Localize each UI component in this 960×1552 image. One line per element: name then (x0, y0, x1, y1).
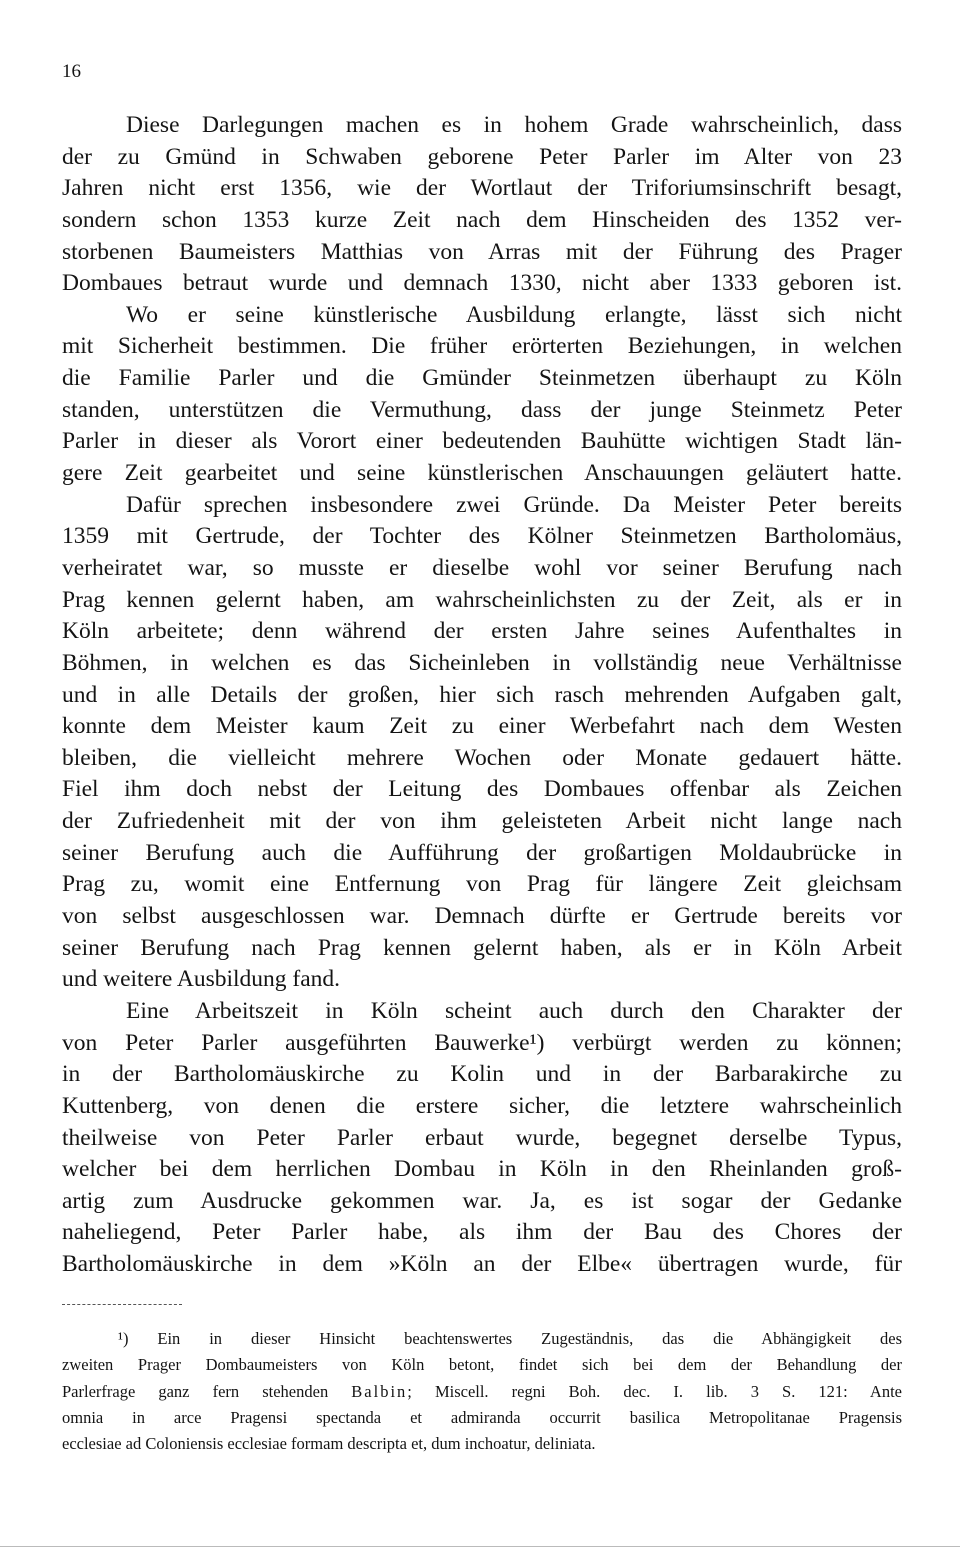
text-line: Parler in dieser als Vorort einer bedeutenden Bauhütte wichtigen Stadt län- (62, 428, 902, 455)
page-number: 16 (62, 61, 81, 82)
text-line: der Zufriedenheit mit der von ihm geleisteten Arbeit nicht lange nach (62, 808, 902, 835)
text-line: Eine Arbeitszeit in Köln scheint auch durch den Charakter der (126, 997, 902, 1024)
text-line: Bartholomäuskirche in dem »Köln an der Elbe« übertragen wurde, für (62, 1251, 902, 1278)
text-line: seiner Berufung auch die Aufführung der großartigen Moldaubrücke in (62, 839, 902, 866)
text-line: Dafür sprechen insbesondere zwei Gründe. Da Meister Peter bereits (126, 491, 902, 518)
footnote (62, 1326, 902, 1457)
text-line: konnte dem Meister kaum Zeit zu einer Werbefahrt nach dem Westen (62, 713, 902, 740)
text-line: von Peter Parler ausgeführten Bauwerke¹) verbürgt werden zu können; (62, 1029, 902, 1056)
text-line: Jahren nicht erst 1356, wie der Wortlaut der Triforiumsinschrift besagt, (62, 175, 902, 202)
text-line: Böhmen, in welchen es das Sicheinleben in vollständig neue Verhältnisse (62, 649, 902, 676)
text-line: sondern schon 1353 kurze Zeit nach dem Hinscheiden des 1352 ver- (62, 206, 902, 233)
text-line: Prag zu, womit eine Entfernung von Prag für längere Zeit gleichsam (62, 871, 902, 898)
text-line: welcher bei dem herrlichen Dombau in Köln in den Rheinlanden groß- (62, 1156, 902, 1183)
scan-edge-line (0, 1546, 960, 1547)
text-line: Prag kennen gelernt haben, am wahrscheinlichsten zu der Zeit, als er in (62, 586, 902, 613)
text-line: mit Sicherheit bestimmen. Die früher erörterten Beziehungen, in welchen (62, 333, 902, 360)
text-line: die Familie Parler und die Gmünder Steinmetzen überhaupt zu Köln (62, 365, 902, 392)
footnote-separator (62, 1304, 182, 1305)
text-line: verheiratet war, so musste er dieselbe wohl vor seiner Berufung nach (62, 554, 902, 581)
footnote-line: ecclesiae ad Coloniensis ecclesiae formam descripta et, dum inchoatur, deliniata. (62, 1434, 596, 1454)
text-line: von selbst ausgeschlossen war. Demnach dürfte er Gertrude bereits vor (62, 903, 902, 930)
text-line: theilweise von Peter Parler erbaut wurde, begegnet derselbe Typus, (62, 1124, 902, 1151)
text-line: und in alle Details der großen, hier sich rasch mehrenden Aufgaben galt, (62, 681, 902, 708)
text-line: storbenen Baumeisters Matthias von Arras mit der Führung des Prager (62, 238, 902, 265)
text-line: der zu Gmünd in Schwaben geborene Peter Parler im Alter von 23 (62, 143, 902, 170)
text-line: bleiben, die vielleicht mehrere Wochen oder Monate gedauert hätte. (62, 744, 902, 771)
footnote-author-name: Balbin (351, 1381, 408, 1401)
footnote-line: ¹) Ein in dieser Hinsicht beachtenswertes Zugeständnis, das die Abhängigkeit des (118, 1329, 902, 1348)
text-line: 1359 mit Gertrude, der Tochter des Kölner Steinmetzen Bartholomäus, (62, 523, 902, 550)
text-line: Köln arbeitete; denn während der ersten Jahre seines Aufenthaltes in (62, 618, 902, 645)
text-line: Fiel ihm doch nebst der Leitung des Dombaues offenbar als Zeichen (62, 776, 902, 803)
footnote-text: Parlerfrage ganz fern stehenden (62, 1381, 352, 1401)
footnote-line: omnia in arce Pragensi spectanda et admiranda occurrit basilica Metropolitanae Pragensis (62, 1407, 902, 1427)
body-text (62, 110, 902, 1281)
text-line: Kuttenberg, von denen die erstere sicher, die letztere wahrscheinlich (62, 1092, 902, 1119)
text-line: gere Zeit gearbeitet und seine künstlerischen Anschauungen geläutert hatte. (62, 460, 902, 487)
text-line: naheliegend, Peter Parler habe, als ihm der Bau des Chores der (62, 1219, 902, 1246)
text-line: Wo er seine künstlerische Ausbildung erlangte, lässt sich nicht (126, 301, 902, 328)
text-line: seiner Berufung nach Prag kennen gelernt haben, als er in Köln Arbeit (62, 934, 902, 961)
footnote-line: zweiten Prager Dombaumeisters von Köln betont, findet sich bei dem der Behandlung der (62, 1355, 902, 1375)
text-line: in der Bartholomäuskirche zu Kolin und in der Barbarakirche zu (62, 1061, 902, 1088)
text-line: und weitere Ausbildung fand. (62, 966, 341, 993)
text-line: standen, unterstützen die Vermuthung, dass der junge Steinmetz Peter (62, 396, 902, 423)
footnote-line (62, 1379, 902, 1405)
text-line: Dombaues betraut wurde und demnach 1330, nicht aber 1333 geboren ist. (62, 270, 902, 297)
text-line: artig zum Ausdrucke gekommen war. Ja, es ist sogar der Gedanke (62, 1187, 902, 1214)
text-line: Diese Darlegungen machen es in hohem Grade wahrscheinlich, dass (126, 112, 902, 138)
footnote-text: ; Miscell. regni Boh. dec. I. lib. 3 S. 121: Ante (407, 1381, 903, 1401)
